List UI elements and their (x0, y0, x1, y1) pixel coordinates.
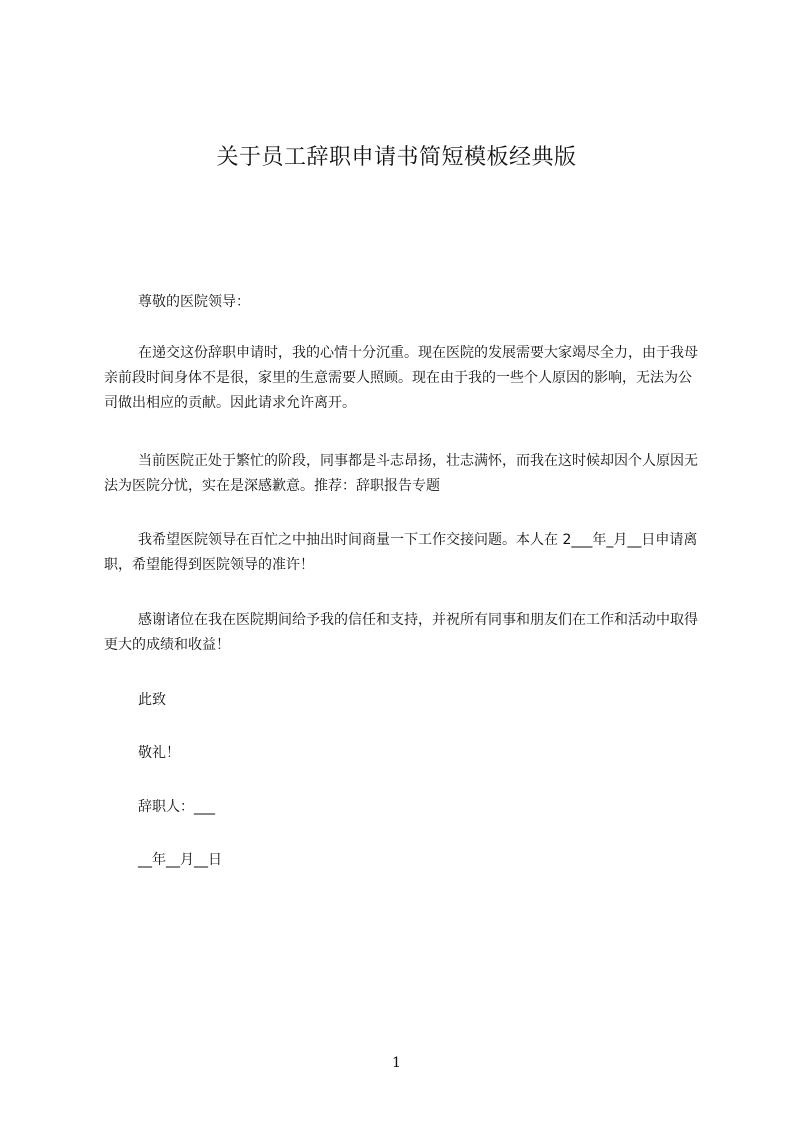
salutation: 尊敬的医院领导： (138, 294, 250, 310)
paragraph-4: 感谢诸位在我在医院期间给予我的信任和支持，并祝所有同事和朋友们在工作和活动中取得更大的成绩和收益！ (104, 612, 698, 653)
signer-line: 辞职人：___ (138, 799, 215, 815)
closing-salute: 敬礼！ (138, 745, 180, 761)
paragraph-3: 我希望医院领导在百忙之中抽出时间商量一下工作交接问题。本人在 2___年_月__日申请离职，希望能得到医院领导的准许！ (104, 532, 698, 573)
date-line: __年__月__日 (138, 852, 222, 868)
page-number: 1 (392, 1055, 401, 1071)
closing-regards: 此致 (138, 692, 166, 708)
document-title: 关于员工辞职申请书简短模板经典版 (216, 145, 577, 170)
paragraph-1: 在递交这份辞职申请时，我的心情十分沉重。现在医院的发展需要大家竭尽全力，由于我母亲前段时间身体不是很，家里的生意需要人照顾。现在由于我的一些个人原因的影响，无法为公司做出相应的贡献。因此请求允许离开。 (104, 345, 698, 411)
paragraph-2: 当前医院正处于繁忙的阶段，同事都是斗志昂扬，壮志满怀，而我在这时候却因个人原因无法为医院分忧，实在是深感歉意。推荐：辞职报告专题 (104, 453, 698, 494)
